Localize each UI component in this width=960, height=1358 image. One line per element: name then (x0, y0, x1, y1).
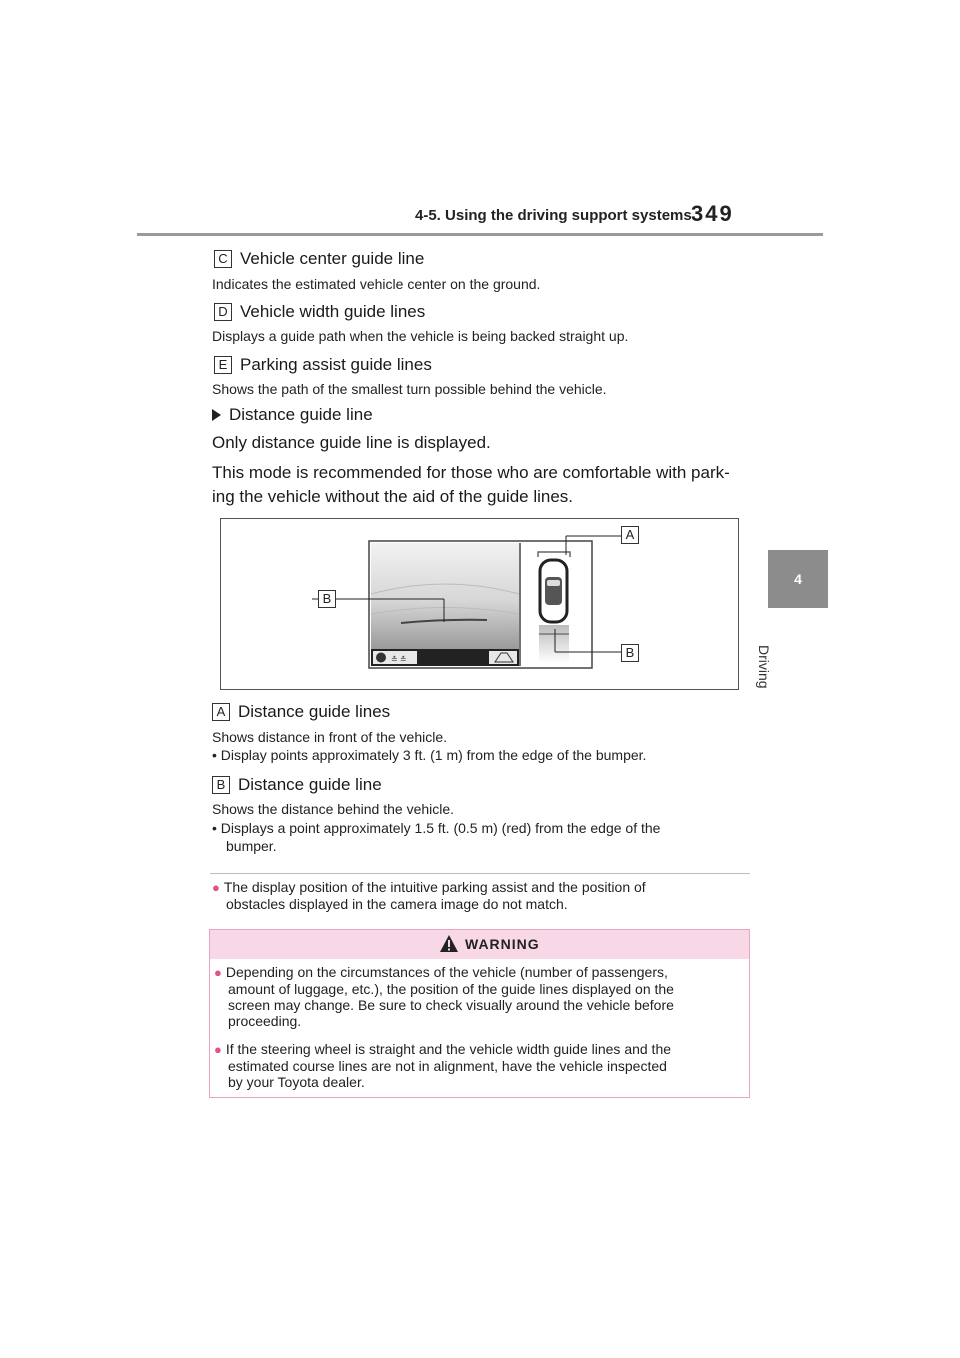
camera-display-illustration (221, 519, 738, 689)
header-rule (137, 233, 823, 236)
item-c-title: Vehicle center guide line (240, 249, 425, 268)
warning-bullet-icon-1: ● (214, 965, 222, 980)
item-a-title: Distance guide lines (238, 702, 391, 721)
item-b-title: Distance guide line (238, 775, 382, 794)
warning-item-1 (214, 964, 742, 1029)
figure-callout-b-left (318, 590, 336, 608)
letter-box-a: A (212, 703, 230, 721)
note-line-1: The display position of the intuitive parking assist and the position of (223, 879, 646, 895)
warning-1-line-3: screen may change. Be sure to check visually around the vehicle before (228, 997, 674, 1013)
note-line-2: obstacles displayed in the camera image do not match. (226, 896, 568, 912)
callout-box-a: A (621, 526, 639, 544)
figure-callout-a (621, 526, 639, 544)
section-divider (210, 873, 750, 874)
page-number: 349 (691, 201, 734, 226)
mode-heading (212, 405, 373, 425)
letter-box-c: C (214, 250, 232, 268)
warning-item-2 (214, 1041, 742, 1090)
item-e-title: Parking assist guide lines (240, 355, 432, 374)
warning-bullet-icon-2: ● (214, 1042, 222, 1057)
warning-header (210, 930, 749, 959)
warning-2-line-1: If the steering wheel is straight and the vehicle width guide lines and the (225, 1041, 672, 1057)
mode-para-1: Only distance guide line is displayed. (212, 433, 491, 452)
item-a-head (212, 702, 390, 722)
figure-callout-b-right (621, 644, 639, 662)
section-title: 4-5. Using the driving support systems (415, 207, 692, 224)
item-e-desc: Shows the path of the smallest turn possible behind the vehicle. (212, 381, 607, 397)
item-c-head (214, 249, 424, 269)
chapter-label: Driving (756, 645, 772, 689)
note-bullet-icon: ● (212, 880, 220, 895)
mode-para-2-line-2: ing the vehicle without the aid of the guide lines. (212, 487, 574, 506)
mode-para-2-line-1: This mode is recommended for those who are comfortable with park- (212, 463, 730, 482)
chapter-tab (768, 550, 828, 608)
letter-box-d: D (214, 303, 232, 321)
warning-box (209, 929, 750, 1098)
item-d-head (214, 302, 425, 322)
mode-title: Distance guide line (229, 405, 373, 424)
letter-box-b: B (212, 776, 230, 794)
warning-1-line-4: proceeding. (228, 1013, 302, 1029)
svg-text:≛ ≛: ≛ ≛ (391, 655, 407, 664)
camera-display-figure (220, 518, 739, 690)
item-c-desc: Indicates the estimated vehicle center on the ground. (212, 276, 541, 292)
warning-2-line-3: by your Toyota dealer. (228, 1074, 365, 1090)
item-d-desc: Displays a guide path when the vehicle is being backed straight up. (212, 328, 629, 344)
item-b-bullet-1: • Displays a point approximately 1.5 ft. (0.5 m) (red) from the edge of the (212, 820, 661, 836)
warning-triangle-icon (439, 934, 459, 953)
item-e-head (214, 355, 432, 375)
warning-2-line-2: estimated course lines are not in alignment, have the vehicle inspected (228, 1058, 667, 1074)
item-b-head (212, 775, 382, 795)
warning-1-line-1: Depending on the circumstances of the vehicle (number of passengers, (225, 964, 668, 980)
item-d-title: Vehicle width guide lines (240, 302, 426, 321)
item-b-desc: Shows the distance behind the vehicle. (212, 801, 455, 817)
item-a-desc: Shows distance in front of the vehicle. (212, 729, 448, 745)
chapter-number: 4 (794, 571, 802, 587)
item-b-bullet-2: bumper. (226, 838, 277, 854)
warning-1-line-2: amount of luggage, etc.), the position of the guide lines displayed on the (228, 981, 674, 997)
letter-box-e: E (214, 356, 232, 374)
note (212, 879, 742, 912)
warning-title: WARNING (465, 936, 540, 952)
callout-box-b-left: B (318, 590, 336, 608)
callout-box-b-right: B (621, 644, 639, 662)
item-a-bullet-1: • Display points approximately 3 ft. (1 m) from the edge of the bumper. (212, 747, 647, 763)
triangle-bullet-icon (212, 409, 221, 421)
